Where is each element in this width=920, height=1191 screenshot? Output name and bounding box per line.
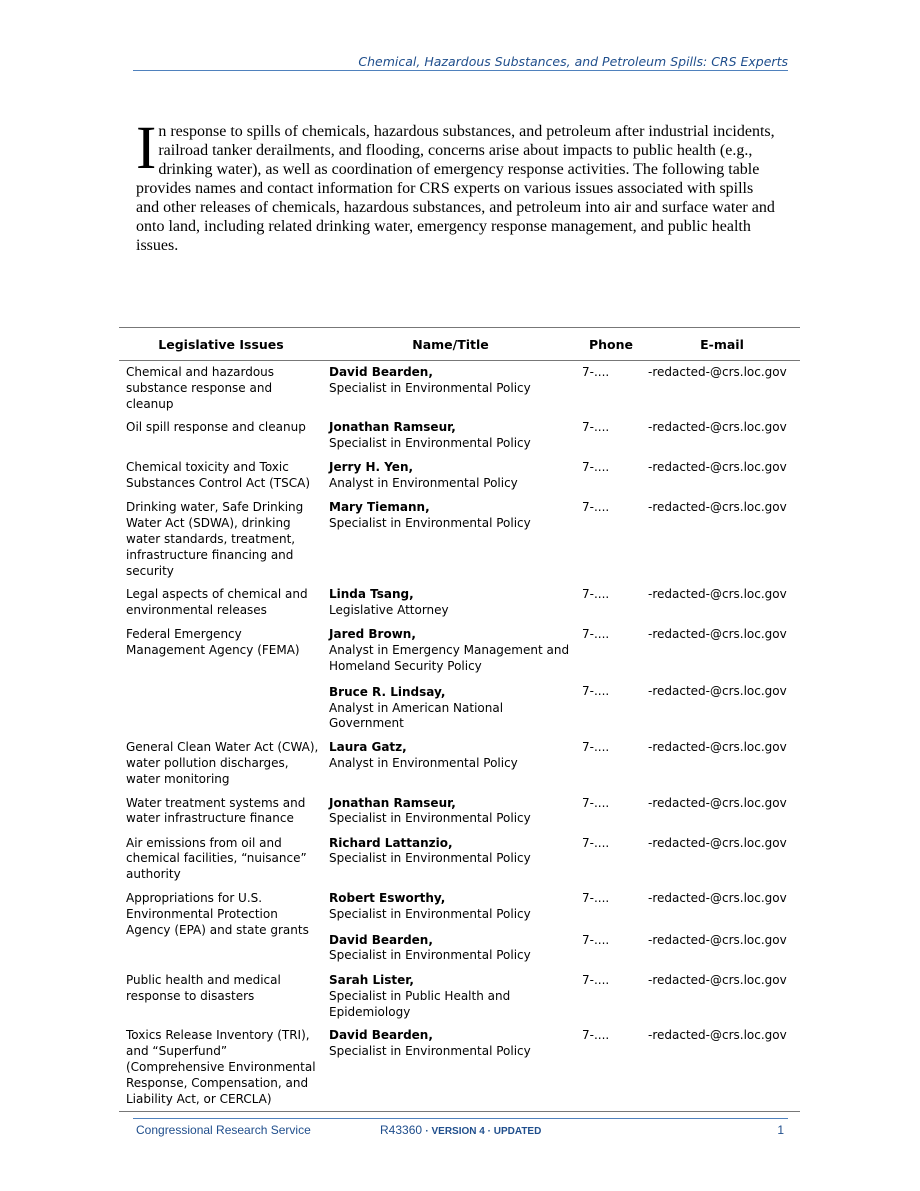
expert-entry (329, 973, 574, 1020)
phone-cell (578, 361, 644, 417)
issue-cell: Public health and medical response to disasters (126, 972, 281, 1003)
expert-email: -redacted-@crs.loc.gov (648, 365, 787, 379)
expert-name: Bruce R. Lindsay, (329, 684, 446, 699)
table-row (119, 456, 800, 496)
phone-cell (578, 969, 644, 1024)
phone-cell (578, 456, 644, 496)
name-title-cell (323, 969, 578, 1024)
phone-cell (578, 623, 644, 736)
expert-name: Richard Lattanzio, (329, 835, 453, 850)
name-title-cell (323, 456, 578, 496)
expert-entry (329, 891, 574, 923)
name-title-cell (323, 736, 578, 791)
expert-phone: 7-.... (582, 890, 610, 905)
running-header: Chemical, Hazardous Substances, and Petroleum Spills: CRS Experts (133, 54, 788, 71)
expert-email: -redacted-@crs.loc.gov (648, 684, 787, 699)
expert-phone: 7-.... (582, 365, 610, 379)
expert-entry (329, 420, 574, 452)
email-cell (644, 583, 800, 623)
name-title-cell (323, 623, 578, 736)
expert-email: -redacted-@crs.loc.gov (648, 890, 787, 905)
issue-cell: Legal aspects of chemical and environmental releases (126, 587, 308, 618)
table-row (119, 496, 800, 583)
issue-cell: Air emissions from oil and chemical facilities, “nuisance” authority (126, 835, 307, 882)
phone-cell (578, 583, 644, 623)
issue-cell: Chemical and hazardous substance response and cleanup (126, 365, 275, 411)
phone-cell (578, 416, 644, 456)
phone-cell (578, 832, 644, 887)
report-number: R43360 (380, 1123, 423, 1137)
expert-title: Specialist in Environmental Policy (329, 906, 531, 921)
expert-phone: 7-.... (582, 587, 610, 602)
expert-email: -redacted-@crs.loc.gov (648, 420, 787, 435)
table-row (119, 832, 800, 887)
experts-table (119, 327, 800, 1112)
expert-email: -redacted-@crs.loc.gov (648, 627, 787, 642)
table-row (119, 887, 800, 969)
table-row (119, 736, 800, 791)
expert-entry (329, 365, 574, 397)
phone-cell (578, 792, 644, 832)
expert-phone: 7-.... (582, 932, 610, 947)
issue-cell: Oil spill response and cleanup (126, 420, 306, 435)
table-body (119, 361, 800, 1112)
page-number: 1 (777, 1123, 784, 1137)
expert-title: Analyst in Emergency Management and Homeland Security Policy (329, 643, 570, 673)
expert-entry (329, 587, 574, 619)
issue-cell: Drinking water, Safe Drinking Water Act (SDWA), drinking water standards, treatment, infrastructure financing and security (126, 500, 304, 578)
email-cell (644, 623, 800, 736)
phone-cell (578, 496, 644, 583)
expert-email: -redacted-@crs.loc.gov (648, 460, 787, 475)
intro-text: n response to spills of chemicals, hazardous substances, and petroleum after industrial incidents, railroad tanker derailments, and flooding, concerns arise about impacts to public health (e.g., drinking water), as well as coordination of emergency response activities. The following table provides names and contact information for CRS experts on various issues associated with spills and other releases of chemicals, hazardous substances, and petroleum into air and surface water and onto land, including related drinking water, emergency response management, and public health issues. (136, 123, 775, 254)
phone-cell (578, 736, 644, 791)
expert-phone: 7-.... (582, 460, 610, 475)
table-row (119, 1024, 800, 1111)
expert-title: Analyst in Environmental Policy (329, 476, 518, 491)
expert-phone: 7-.... (582, 627, 610, 642)
expert-phone: 7-.... (582, 972, 610, 987)
issue-cell: Water treatment systems and water infrastructure finance (126, 795, 306, 826)
table-row (119, 361, 800, 417)
expert-email: -redacted-@crs.loc.gov (648, 500, 787, 515)
expert-title: Specialist in Environmental Policy (329, 380, 531, 395)
expert-phone: 7-.... (582, 684, 610, 699)
expert-email: -redacted-@crs.loc.gov (648, 795, 787, 810)
expert-title: Specialist in Environmental Policy (329, 851, 531, 866)
table-header-row (119, 328, 800, 361)
table-row (119, 623, 800, 736)
expert-phone: 7-.... (582, 835, 610, 850)
email-cell (644, 832, 800, 887)
header-email: E-mail (644, 328, 800, 361)
name-title-cell (323, 832, 578, 887)
email-cell (644, 496, 800, 583)
expert-name: David Bearden, (329, 365, 433, 379)
footer-org: Congressional Research Service (136, 1123, 311, 1137)
expert-email: -redacted-@crs.loc.gov (648, 835, 787, 850)
expert-name: Jonathan Ramseur, (329, 795, 456, 810)
expert-name: Jonathan Ramseur, (329, 420, 456, 435)
email-cell (644, 456, 800, 496)
expert-entry (329, 685, 574, 732)
expert-name: David Bearden, (329, 1028, 433, 1043)
phone-cell (578, 1024, 644, 1111)
issue-cell: Toxics Release Inventory (TRI), and “Superfund” (Comprehensive Environmental Response, Compensation, and Liability Act, or CERCLA) (119, 1024, 323, 1111)
header-name-title: Name/Title (323, 328, 578, 361)
phone-cell (578, 887, 644, 969)
expert-entry (329, 796, 574, 828)
expert-email: -redacted-@crs.loc.gov (648, 1028, 787, 1043)
email-cell (644, 969, 800, 1024)
expert-email: -redacted-@crs.loc.gov (648, 740, 787, 755)
expert-phone: 7-.... (582, 1028, 610, 1043)
experts-table-container (119, 327, 800, 1112)
expert-title: Analyst in Environmental Policy (329, 755, 518, 770)
expert-entry (329, 460, 574, 492)
expert-name: Jerry H. Yen, (329, 460, 414, 475)
report-version: · VERSION 4 · UPDATED (425, 1126, 542, 1137)
table-row (119, 969, 800, 1024)
expert-phone: 7-.... (582, 420, 610, 435)
name-title-cell (323, 416, 578, 456)
expert-email: -redacted-@crs.loc.gov (648, 972, 787, 987)
expert-phone: 7-.... (582, 795, 610, 810)
email-cell (644, 361, 800, 417)
drop-cap: I (136, 115, 157, 182)
email-cell (644, 736, 800, 791)
expert-phone: 7-.... (582, 740, 610, 755)
expert-name: Laura Gatz, (329, 740, 407, 755)
header-legislative-issues: Legislative Issues (119, 328, 323, 361)
footer-report (380, 1123, 541, 1137)
email-cell (644, 792, 800, 832)
name-title-cell (323, 583, 578, 623)
expert-name: Mary Tiemann, (329, 500, 430, 515)
expert-title: Legislative Attorney (329, 603, 449, 618)
expert-name: David Bearden, (329, 932, 433, 947)
name-title-cell (323, 887, 578, 969)
expert-title: Specialist in Public Health and Epidemiology (329, 988, 511, 1019)
table-row (119, 792, 800, 832)
expert-title: Analyst in American National Government (329, 700, 504, 731)
expert-title: Specialist in Environmental Policy (329, 1044, 531, 1059)
expert-entry (329, 933, 574, 965)
issue-cell: General Clean Water Act (CWA), water pollution discharges, water monitoring (126, 740, 319, 786)
expert-title: Specialist in Environmental Policy (329, 436, 531, 451)
expert-name: Jared Brown, (329, 627, 416, 642)
name-title-cell (323, 361, 578, 417)
expert-entry (329, 1028, 574, 1060)
name-title-cell (323, 496, 578, 583)
expert-phone: 7-.... (582, 500, 610, 515)
issue-cell: Appropriations for U.S. Environmental Protection Agency (EPA) and state grants (126, 890, 309, 937)
issue-cell: Federal Emergency Management Agency (FEMA) (126, 627, 300, 658)
header-phone: Phone (578, 328, 644, 361)
page-footer (133, 1118, 788, 1139)
expert-entry (329, 740, 574, 772)
expert-title: Specialist in Environmental Policy (329, 948, 531, 963)
expert-name: Sarah Lister, (329, 972, 414, 987)
expert-email: -redacted-@crs.loc.gov (648, 932, 787, 947)
expert-email: -redacted-@crs.loc.gov (648, 587, 787, 602)
table-row (119, 583, 800, 623)
intro-paragraph (136, 115, 778, 255)
expert-name: Linda Tsang, (329, 587, 414, 602)
email-cell (644, 1024, 800, 1111)
email-cell (644, 887, 800, 969)
expert-entry (329, 836, 574, 868)
table-row (119, 416, 800, 456)
expert-name: Robert Esworthy, (329, 890, 446, 905)
email-cell (644, 416, 800, 456)
expert-entry (329, 627, 574, 674)
expert-title: Specialist in Environmental Policy (329, 516, 531, 531)
expert-title: Specialist in Environmental Policy (329, 811, 531, 826)
name-title-cell (323, 1024, 578, 1111)
issue-cell: Chemical toxicity and Toxic Substances Control Act (TSCA) (126, 460, 311, 491)
expert-entry (329, 500, 574, 532)
name-title-cell (323, 792, 578, 832)
